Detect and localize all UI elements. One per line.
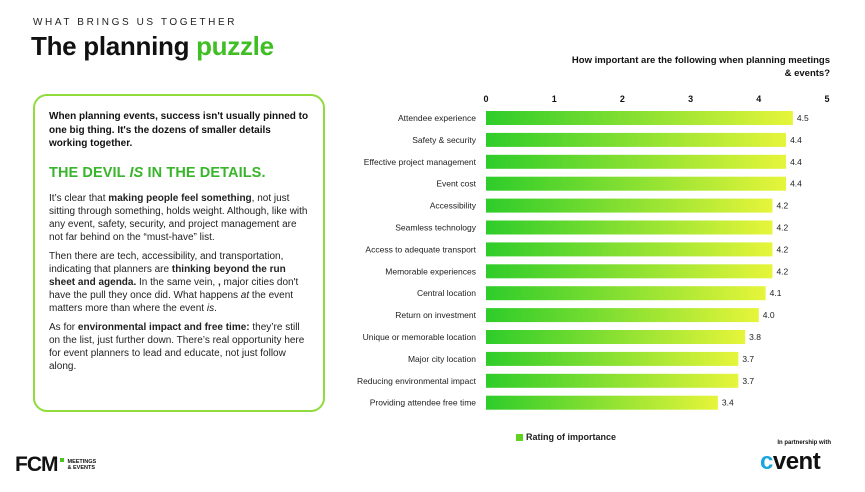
eyebrow: WHAT BRINGS US TOGETHER <box>33 17 238 28</box>
value-label: 4.1 <box>769 288 782 299</box>
bar <box>486 242 772 256</box>
category-label: Memorable experiences <box>385 266 476 277</box>
value-label: 4.2 <box>776 200 789 211</box>
value-label: 4.2 <box>776 222 789 233</box>
bar <box>486 352 738 366</box>
fcm-logo-mark <box>60 458 64 462</box>
bar <box>486 264 772 278</box>
bar <box>486 155 786 169</box>
value-label: 3.7 <box>742 375 755 386</box>
value-label: 4.5 <box>796 113 809 123</box>
category-label: Providing attendee free time <box>369 397 476 408</box>
card-paragraph-1: It’s clear that making people feel something, not just sitting through something, holds weight. Although, like with any event, safety, security, and project management are not far behind on the “must-have” list. <box>49 192 308 243</box>
bar <box>486 396 718 410</box>
category-label: Central location <box>416 288 476 299</box>
chart-legend <box>516 432 616 442</box>
x-tick-label: 0 <box>483 94 489 104</box>
value-label: 4.4 <box>790 156 802 167</box>
card-lead: When planning events, success isn't usually pinned to one big thing. It's the dozens of smaller details working together. <box>49 111 309 149</box>
value-label: 4.2 <box>776 244 789 255</box>
bar <box>486 330 745 344</box>
legend-label: Rating of importance <box>526 432 617 442</box>
category-label: Return on investment <box>395 310 476 321</box>
card-paragraph-3: As for environmental impact and free time: they’re still on the list, just further down. There’s real opportunity here for event planners to lead and educate, not just follow along. <box>49 321 305 372</box>
bar <box>486 221 772 235</box>
card-paragraph-2: Then there are tech, accessibility, and transportation, indicating that planners are thinking beyond the run sheet and agenda. In the same vein, , major cities don't have the pull they once did. What happens at the event matters more than where the event is. <box>49 250 299 314</box>
devil-italic: IS <box>129 164 144 181</box>
category-label: Access to adequate transport <box>365 244 476 255</box>
category-label: Major city location <box>407 353 476 364</box>
bar <box>486 308 759 322</box>
x-tick-label: 2 <box>619 94 625 104</box>
fcm-logo-sub: MEETINGS & EVENTS <box>67 458 97 471</box>
category-label: Attendee experience <box>398 113 476 123</box>
value-label: 4.4 <box>790 178 802 189</box>
category-label: Seamless technology <box>395 222 476 233</box>
x-tick-label: 3 <box>688 94 694 104</box>
category-label: Reducing environmental impact <box>356 375 476 386</box>
category-label: Event cost <box>436 178 476 189</box>
category-label: Safety & security <box>412 134 476 145</box>
title-main: The planning <box>31 31 197 61</box>
value-label: 4.2 <box>776 266 789 277</box>
bar <box>486 111 793 125</box>
cvent-logo: cvent <box>760 448 821 475</box>
partnership-label: In partnership with <box>777 440 831 446</box>
value-label: 3.8 <box>749 332 761 342</box>
bar <box>486 133 786 147</box>
x-tick-label: 4 <box>756 94 762 104</box>
category-label: Accessibility <box>429 200 476 211</box>
chart-title: How important are the following when planning meetings & events? <box>571 55 830 79</box>
value-label: 4.0 <box>762 310 775 321</box>
fcm-logo <box>15 453 96 477</box>
x-tick-label: 1 <box>551 94 557 104</box>
value-label: 4.4 <box>790 134 802 145</box>
value-label: 3.4 <box>721 397 734 408</box>
bar <box>486 177 786 191</box>
title-accent: puzzle <box>196 31 274 61</box>
category-label: Unique or memorable location <box>362 332 476 342</box>
fcm-logo-word: FCM <box>15 453 58 476</box>
bar <box>486 374 738 388</box>
devil-pre: THE DEVIL <box>49 164 130 181</box>
devil-post: IN THE DETAILS. <box>143 164 266 181</box>
bar <box>486 199 772 213</box>
legend-swatch <box>516 434 523 441</box>
value-label: 3.7 <box>742 353 755 364</box>
bar <box>486 286 766 300</box>
category-label: Effective project management <box>363 156 476 167</box>
x-tick-label: 5 <box>824 94 830 104</box>
